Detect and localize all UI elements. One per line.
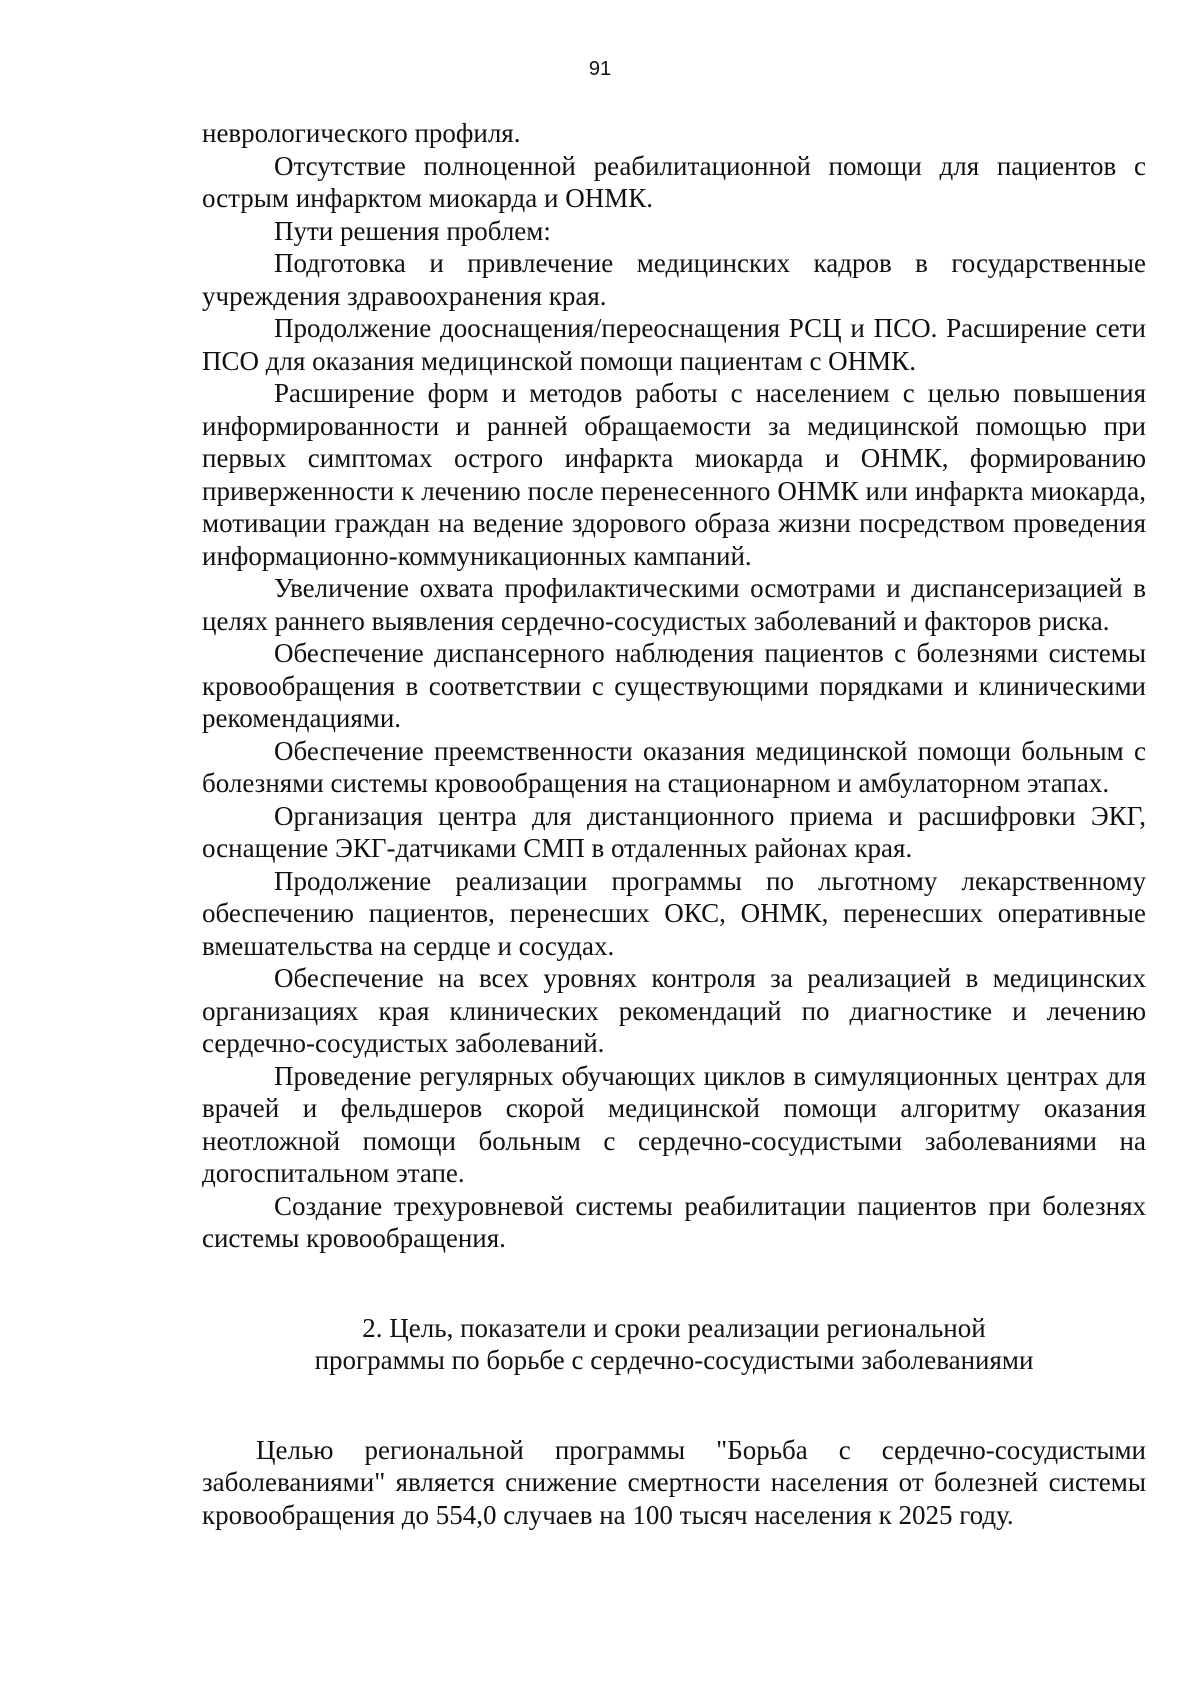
section-heading (202, 1312, 1146, 1377)
paragraph-dispensary: Обеспечение диспансерного наблюдения пациентов с болезнями системы кровообращения в соответствии с существующими порядками и клиническими рекомендациями. (202, 638, 1146, 733)
paragraph-screening: Увеличение охвата профилактическими осмотрами и диспансеризацией в целях раннего выявления сердечно-сосудистых заболеваний и факторов риска. (202, 573, 1146, 636)
paragraph-guidelines-control: Обеспечение на всех уровнях контроля за реализацией в медицинских организациях края клинических рекомендаций по диагностике и лечению сердечно-сосудистых заболеваний. (202, 963, 1146, 1058)
paragraph-simulation-training: Проведение регулярных обучающих циклов в симуляционных центрах для врачей и фельдшеров скорой медицинской помощи алгоритму оказания неотложной помощи больным с сердечно-сосудистыми заболеваниями на догоспитальном этапе. (202, 1060, 1146, 1188)
section-heading-line-2: программы по борьбе с сердечно-сосудистыми заболеваниями (314, 1345, 1034, 1375)
paragraph-ecg-center: Организация центра для дистанционного приема и расшифровки ЭКГ, оснащение ЭКГ-датчиками СМП в отдаленных районах края. (202, 800, 1146, 863)
page-number: 91 (588, 58, 612, 80)
paragraph-rehab-absence: Отсутствие полноценной реабилитационной помощи для пациентов с острым инфарктом миокарда и ОНМК. (202, 150, 1146, 213)
paragraph-equipment: Продолжение дооснащения/переоснащения РСЦ и ПСО. Расширение сети ПСО для оказания медицинской помощи пациентам с ОНМК. (202, 313, 1146, 376)
paragraph-public-awareness: Расширение форм и методов работы с населением с целью повышения информированности и ранней обращаемости за медицинской помощью при первых симптомах острого инфаркта миокарда и ОНМК, формированию приверженности к лечению после перенесенного ОНМК или инфаркта миокарда, мотивации граждан на ведение здорового образа жизни посредством проведения информационно-коммуникационных кампаний. (202, 378, 1146, 571)
paragraph-staff-training: Подготовка и привлечение медицинских кадров в государственные учреждения здравоохранения края. (202, 248, 1146, 311)
paragraph-drug-program: Продолжение реализации программы по льготному лекарственному обеспечению пациентов, перенесших ОКС, ОНМК, перенесших оперативные вмешательства на сердце и сосудах. (202, 865, 1146, 961)
document-body (202, 117, 1146, 1531)
section-heading-line-1: 2. Цель, показатели и сроки реализации региональной (362, 1312, 986, 1343)
paragraph-rehab-system: Создание трехуровневой системы реабилитации пациентов при болезнях системы кровообращения. (202, 1190, 1146, 1253)
paragraph-continuation: неврологического профиля. (202, 118, 521, 148)
paragraph-solutions-heading: Пути решения проблем: (274, 215, 551, 246)
goal-paragraph: Целью региональной программы "Борьба с сердечно-сосудистыми заболеваниями" является снижение смертности населения от болезней системы кровообращения до 554,0 случаев на 100 тысяч населения к 2025 году. (202, 1434, 1146, 1530)
paragraph-continuity: Обеспечение преемственности оказания медицинской помощи больным с болезнями системы кровообращения на стационарном и амбулаторном этапах. (202, 735, 1146, 798)
